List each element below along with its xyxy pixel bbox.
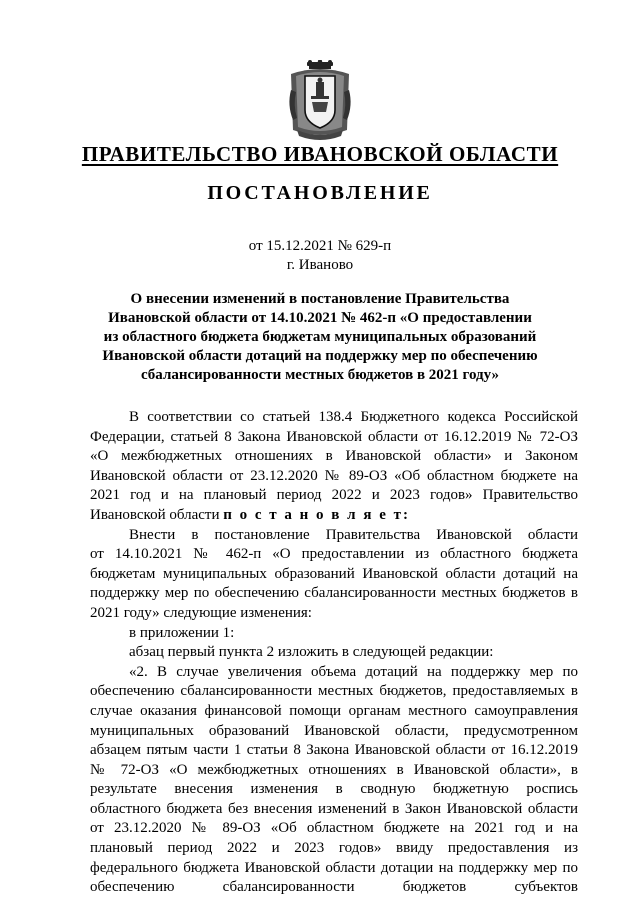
body-line: в приложении 1:	[129, 624, 235, 641]
body-line: Ивановской области от 23.12.2020 № 89-ОЗ «Об областном бюджете на	[90, 467, 578, 484]
body-line: поддержку мер по обеспечению сбалансированности местных бюджетов в	[90, 585, 578, 602]
resolves-keyword: п о с т а н о в л я е т:	[223, 506, 410, 523]
body-line: обеспечению сбалансированности местных бюджетов, предоставляемых в	[90, 683, 578, 700]
subject-line: О внесении изменений в постановление Правительства	[130, 291, 510, 307]
document-type: ПОСТАНОВЛЕНИЕ	[207, 182, 433, 204]
body-line: муниципальных образований Ивановской области, предусмотренном	[90, 722, 578, 739]
body-line: Федерации, статьей 8 Закона Ивановской области от 16.12.2019 № 72-ОЗ	[90, 428, 578, 445]
body-line: от 23.12.2020 № 89-ОЗ «Об областном бюджете на 2021 год и на	[90, 820, 578, 837]
body-line	[90, 506, 578, 526]
document-subject	[90, 290, 550, 385]
body-line: абзацем пятым части 1 статьи 8 Закона Ивановской области от 16.12.2019	[90, 742, 578, 759]
body-line: «О межбюджетных отношениях в Ивановской области» и Законом	[90, 448, 578, 465]
body-line: случае оказания финансовой помощи органам местного самоуправления	[90, 702, 578, 719]
subject-line: сбалансированности местных бюджетов в 2021 году»	[140, 367, 500, 383]
body-line-text: Ивановской области	[90, 506, 220, 523]
body-line: «2. В случае увеличения объема дотаций на поддержку мер по	[129, 663, 578, 680]
body-line: областного бюджета без внесения изменений в Закон Ивановской области	[90, 800, 578, 817]
body-line: абзац первый пункта 2 изложить в следующей редакции:	[129, 644, 494, 661]
body-line: бюджетам муниципальных образований Ивановской области дотаций на	[90, 565, 578, 582]
coat-of-arms-icon	[287, 60, 353, 140]
body-line: № 72-ОЗ «О межбюджетных отношениях в Ивановской области», в	[90, 761, 578, 778]
body-line: результате внесения изменения в сводную бюджетную роспись	[90, 781, 578, 798]
body-line: плановый период 2022 и 2023 годов» ввиду предоставления из	[90, 840, 578, 857]
organization-title: ПРАВИТЕЛЬСТВО ИВАНОВСКОЙ ОБЛАСТИ	[81, 142, 559, 166]
subject-line: Ивановской области дотаций на поддержку мер по обеспечению	[102, 348, 538, 364]
body-line: от 14.10.2021 № 462-п «О предоставлении из областного бюджета	[90, 546, 578, 563]
document-body	[90, 408, 578, 898]
document-date-number: от 15.12.2021 № 629-п	[248, 238, 392, 254]
body-line: 2021 году» следующие изменения:	[90, 604, 312, 621]
body-line: Внести в постановление Правительства Ивановской области	[129, 526, 578, 543]
body-line: обеспечению сбалансированности бюджетов субъектов	[90, 879, 578, 896]
body-line: федерального бюджета Ивановской области дотации на поддержку мер по	[90, 859, 578, 876]
subject-line: Ивановской области от 14.10.2021 № 462-п «О предоставлении	[108, 310, 532, 326]
body-line: В соответствии со статьей 138.4 Бюджетного кодекса Российской	[129, 409, 578, 425]
subject-line: из областного бюджета бюджетам муниципальных образований	[103, 329, 537, 345]
document-city: г. Иваново	[286, 257, 354, 273]
body-line: 2021 год и на плановый период 2022 и 2023 годов» Правительство	[90, 487, 578, 504]
